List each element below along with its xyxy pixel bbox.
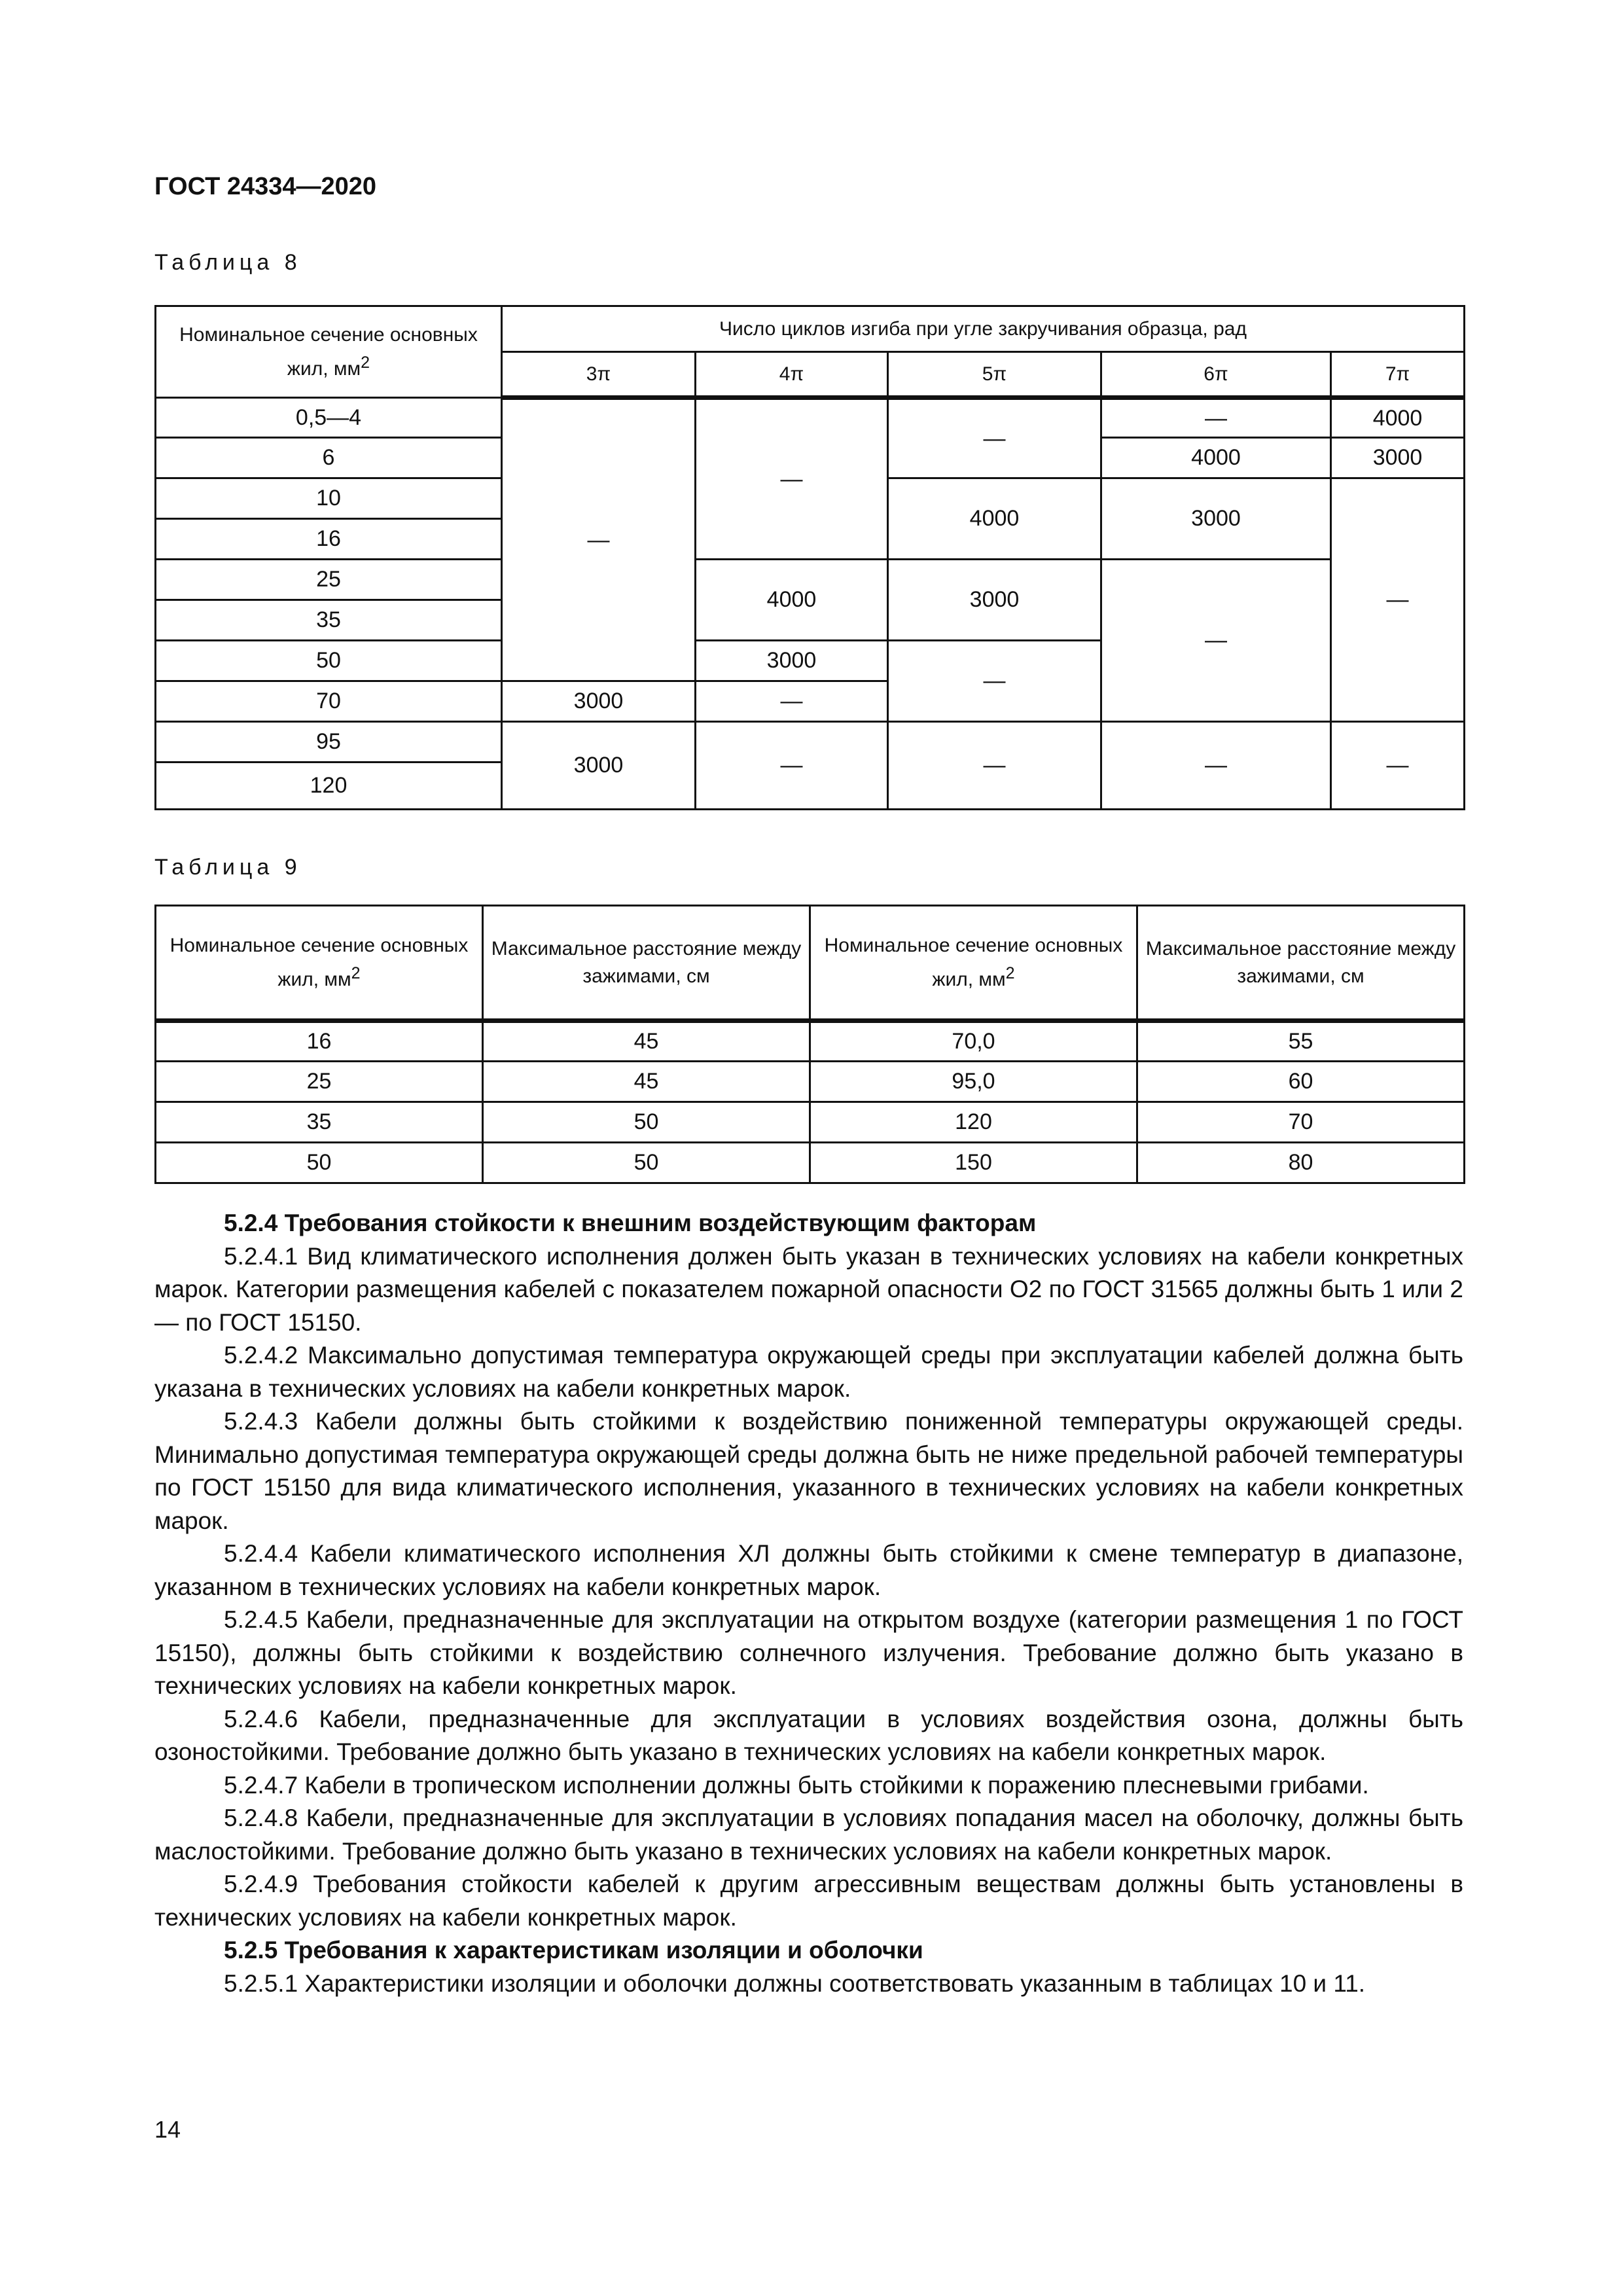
table-9-cell: 50 [483, 1102, 810, 1143]
table-8-cell: 3000 [1101, 478, 1331, 560]
table-8-header-section [156, 306, 502, 398]
table-8-cell: 3000 [502, 681, 696, 722]
table-9-cell: 35 [156, 1102, 483, 1143]
table-9-header-section-2-sup: 2 [1005, 963, 1015, 982]
section-heading-5-2-5: 5.2.5 Требования к характеристикам изоляции и оболочки [224, 1937, 923, 1964]
table-9-header-section-1-sup: 2 [351, 963, 361, 982]
paragraph: 5.2.4.7 Кабели в тропическом исполнении должны быть стойкими к поражению плесневыми грибами. [224, 1771, 1369, 1799]
table-8-section-cell: 16 [156, 519, 502, 560]
paragraph: 5.2.4.6 Кабели, предназначенные для эксплуатации в условиях воздействия озона, должны быть озоностойкими. Требование должно быть указано в технических условиях на кабели конкретных марок. [154, 1705, 1463, 1765]
table-8-section-cell: 95 [156, 722, 502, 762]
table-8-cell: — [1101, 398, 1331, 438]
table-8 [154, 305, 1465, 810]
table-row [156, 1062, 1465, 1102]
table-9-cell: 120 [810, 1102, 1137, 1143]
table-row [156, 1102, 1465, 1143]
paragraph: 5.2.4.8 Кабели, предназначенные для эксплуатации в условиях попадания масел на оболочку, должны быть маслостойкими. Требование должно быть указано в технических условиях на кабели конкретных марок. [154, 1804, 1463, 1865]
table-8-section-cell: 70 [156, 681, 502, 722]
table-9-cell: 25 [156, 1062, 483, 1102]
table-8-cell: 3000 [888, 560, 1101, 641]
table-8-section-cell: 0,5—4 [156, 398, 502, 438]
section-heading-5-2-4: 5.2.4 Требования стойкости к внешним воздействующим факторам [224, 1210, 1037, 1236]
table-8-section-cell: 25 [156, 560, 502, 600]
paragraph: 5.2.4.5 Кабели, предназначенные для эксплуатации на открытом воздухе (категории размещения 1 по ГОСТ 15150), должны быть стойкими к воздействию солнечного излучения. Требование должно быть указано в технических условиях на кабели конкретных марок. [154, 1606, 1463, 1699]
document-header: ГОСТ 24334—2020 [154, 173, 377, 200]
table-9-header-distance-1: Максимальное расстояние между зажимами, см [483, 906, 810, 1021]
table-8-cell: — [1331, 722, 1465, 810]
table-9-cell: 70 [1137, 1102, 1465, 1143]
paragraph: 5.2.4.9 Требования стойкости кабелей к другим агрессивным веществам должны быть установлены в технических условиях на кабели конкретных марок. [154, 1871, 1463, 1931]
table-8-section-cell: 10 [156, 478, 502, 519]
table-8-cell: 3000 [696, 641, 888, 681]
table-9-cell: 60 [1137, 1062, 1465, 1102]
body-text [154, 1207, 1463, 2000]
table-8-caption: Таблица 8 [154, 250, 302, 275]
table-9-cell: 45 [483, 1062, 810, 1102]
table-8-cell: — [696, 681, 888, 722]
page-number: 14 [154, 2116, 181, 2143]
table-8-cell: 4000 [888, 478, 1101, 560]
table-8-header-section-text: Номинальное сечение основных жил, мм [179, 323, 478, 380]
table-9-cell: 150 [810, 1143, 1137, 1183]
table-9-header-distance-2: Максимальное расстояние между зажимами, см [1137, 906, 1465, 1021]
paragraph: 5.2.4.2 Максимально допустимая температура окружающей среды при эксплуатации кабелей должна быть указана в технических условиях на кабели конкретных марок. [154, 1342, 1463, 1402]
table-8-section-cell: 35 [156, 600, 502, 641]
paragraph: 5.2.4.3 Кабели должны быть стойкими к воздействию пониженной температуры окружающей среды. Минимально допустимая температура окружающей среды должна быть не ниже предельной рабочей температуры по ГОСТ 15150 для вида климатического исполнения, указанного в технических условиях на кабели конкретных марок. [154, 1408, 1463, 1534]
table-8-header-section-sup: 2 [361, 353, 370, 372]
table-8-cell: — [1331, 478, 1465, 722]
table-9 [154, 905, 1465, 1184]
table-9-cell: 50 [156, 1143, 483, 1183]
table-8-cell: — [888, 722, 1101, 810]
paragraph: 5.2.4.4 Кабели климатического исполнения ХЛ должны быть стойкими к смене температур в диапазоне, указанном в технических условиях на кабели конкретных марок. [154, 1540, 1463, 1600]
paragraph: 5.2.4.1 Вид климатического исполнения должен быть указан в технических условиях на кабели конкретных марок. Категории размещения кабелей с показателем пожарной опасности О2 по ГОСТ 31565 должны быть 1 или 2 — по ГОСТ 15150. [154, 1242, 1463, 1336]
table-8-header-group: Число циклов изгиба при угле закручивания образца, рад [502, 306, 1465, 352]
paragraph: 5.2.5.1 Характеристики изоляции и оболочки должны соответствовать указанным в таблицах 10 и 11. [224, 1969, 1366, 1997]
table-8-header-angle: 5π [888, 352, 1101, 398]
table-8-header-angle: 3π [502, 352, 696, 398]
table-8-cell: — [888, 398, 1101, 478]
table-9-cell: 70,0 [810, 1021, 1137, 1062]
table-row [156, 1143, 1465, 1183]
table-8-cell: 4000 [696, 560, 888, 641]
table-row [156, 1021, 1465, 1062]
table-8-cell: — [696, 398, 888, 560]
table-8-cell: 4000 [1101, 438, 1331, 478]
table-8-header-angle: 7π [1331, 352, 1465, 398]
table-8-header-angle: 4π [696, 352, 888, 398]
table-8-cell: 4000 [1331, 398, 1465, 438]
table-9-cell: 45 [483, 1021, 810, 1062]
table-8-cell: 3000 [502, 722, 696, 810]
table-9-header-section-2-text: Номинальное сечение основных жил, мм [824, 934, 1123, 990]
table-9-header-section-2 [810, 906, 1137, 1021]
table-8-section-cell: 6 [156, 438, 502, 478]
table-8-section-cell: 120 [156, 762, 502, 810]
table-9-cell: 16 [156, 1021, 483, 1062]
table-8-cell: — [502, 398, 696, 681]
table-8-header-angle: 6π [1101, 352, 1331, 398]
table-9-header-section-1 [156, 906, 483, 1021]
table-8-cell: — [1101, 722, 1331, 810]
table-9-cell: 80 [1137, 1143, 1465, 1183]
table-8-cell: — [888, 641, 1101, 722]
table-9-cell: 50 [483, 1143, 810, 1183]
table-9-cell: 55 [1137, 1021, 1465, 1062]
table-9-caption: Таблица 9 [154, 855, 302, 880]
table-8-section-cell: 50 [156, 641, 502, 681]
table-8-cell: 3000 [1331, 438, 1465, 478]
table-9-cell: 95,0 [810, 1062, 1137, 1102]
table-8-cell: — [1101, 560, 1331, 722]
table-8-cell: — [696, 722, 888, 810]
table-9-header-section-1-text: Номинальное сечение основных жил, мм [169, 934, 469, 990]
